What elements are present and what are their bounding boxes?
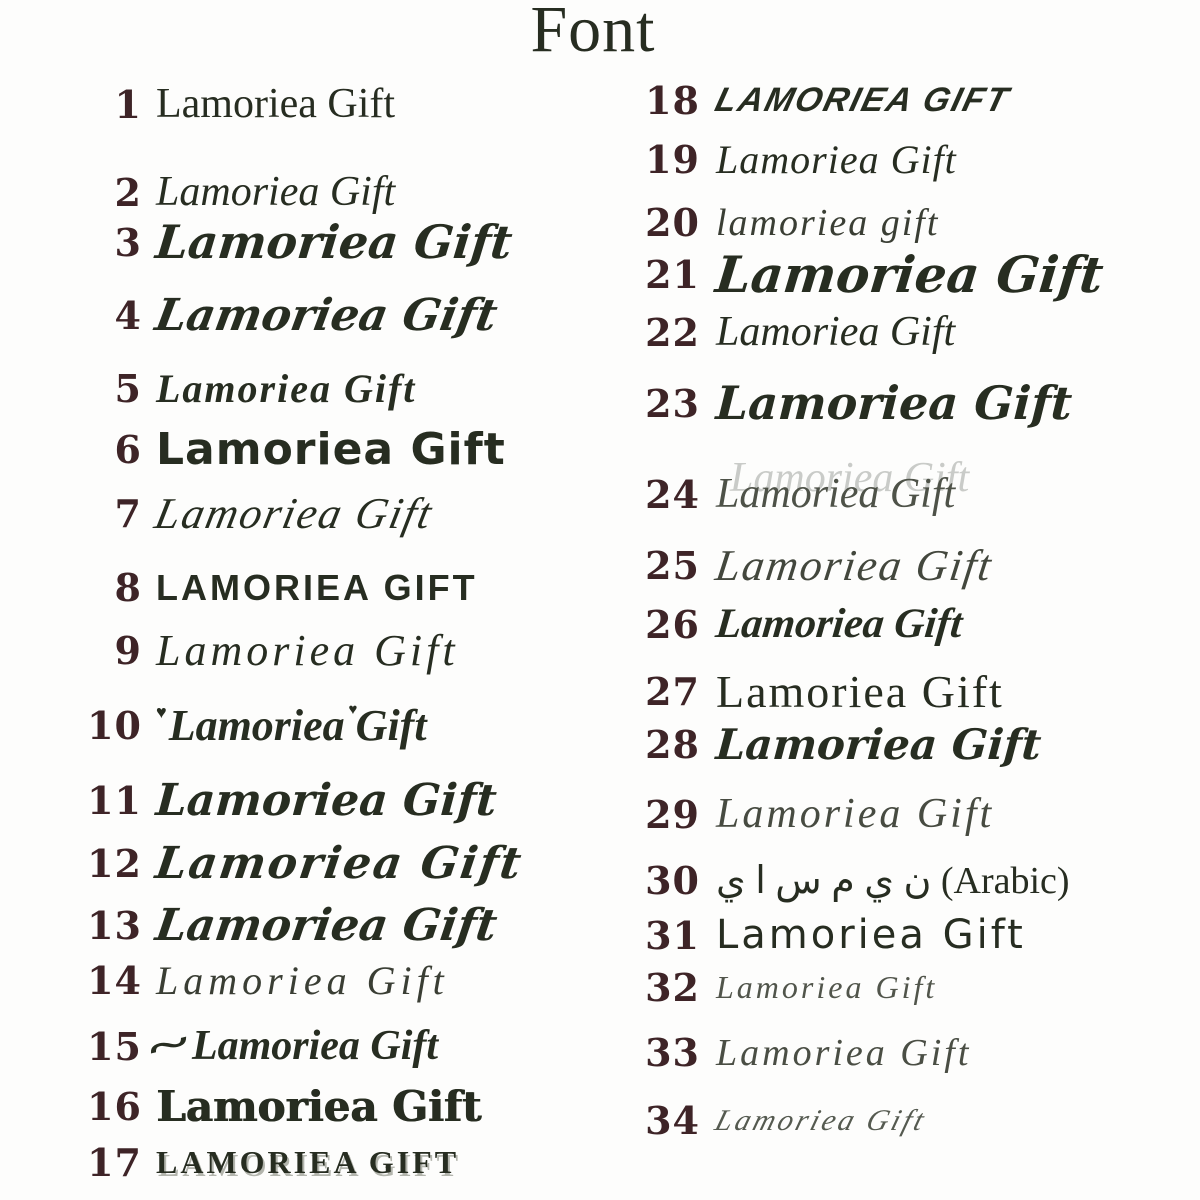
font-sample-number: 34 <box>645 1098 700 1143</box>
font-sample-text: Lamoriea Gift <box>156 424 506 475</box>
font-sample-text: LAMORIEA GIFT <box>711 81 1014 119</box>
font-sample-number: 22 <box>645 309 700 355</box>
font-sample-number: 18 <box>645 78 700 123</box>
font-sample-number: 26 <box>645 601 700 647</box>
font-sample-row <box>78 168 395 216</box>
font-sample-text: Lamoriea Gift <box>156 1082 482 1131</box>
font-sample-row <box>78 80 395 128</box>
font-sample-number: 14 <box>87 958 142 1003</box>
font-sample-text: Lamoriea Gift <box>716 1031 972 1074</box>
font-sample-number: 8 <box>114 565 142 610</box>
font-sample-number: 29 <box>645 791 700 837</box>
font-sample-text: Lamoriea Gift <box>711 1103 931 1137</box>
font-sample-row <box>78 957 449 1004</box>
font-sample-row <box>78 215 515 269</box>
font-sample-row <box>634 376 1072 430</box>
font-sample-number: 31 <box>645 912 700 958</box>
font-sample-row <box>78 365 416 412</box>
font-sample-text-arabic: ن ي م س ا ي (Arabic) <box>716 860 1070 902</box>
font-sample-text: Lamoriea Gift <box>152 900 501 951</box>
font-sample-row <box>634 1030 971 1075</box>
font-sample-row <box>78 625 459 676</box>
font-sample-row <box>634 470 955 518</box>
font-sample-row <box>634 245 1107 304</box>
font-sample-number: 12 <box>87 841 142 886</box>
font-sample-number: 5 <box>114 366 142 411</box>
font-sample-number: 19 <box>645 137 700 182</box>
font-sample-row <box>634 1098 931 1143</box>
font-sample-text: Lamoriea Gift <box>152 838 527 889</box>
font-sample-text: Lamoriea Gift <box>156 958 449 1003</box>
font-sample-text: Lamoriea Gift <box>151 290 502 341</box>
font-sample-text: lamoriea gift <box>716 201 940 244</box>
font-sample-row <box>634 965 937 1010</box>
font-sample-number: 24 <box>645 471 700 517</box>
font-sample-text: ♥ Lamoriea Gift ♥ <box>156 700 357 751</box>
font-sample-text: Lamoriea Gift <box>156 366 417 411</box>
font-sample-text: Lamoriea Gift <box>716 666 1004 717</box>
font-sample-row <box>78 700 427 751</box>
font-sample-text: Lamoriea Gift <box>712 245 1107 304</box>
font-sample-row <box>78 775 497 826</box>
font-sample-number: 9 <box>114 628 142 673</box>
font-sample-number: 23 <box>645 380 700 426</box>
font-sample-row <box>634 308 955 356</box>
font-sample-row <box>78 900 501 951</box>
font-sample-number: 15 <box>87 1023 142 1069</box>
font-sample-text: LAMORIEA GIFT <box>156 1144 460 1180</box>
font-sample-text: Lamoriea Gift <box>153 215 515 269</box>
font-sample-text: Lamoriea Gift <box>156 169 396 215</box>
font-sample-row <box>78 424 506 475</box>
font-sample-text: ~ Lamoriea Gift <box>156 1022 438 1070</box>
font-sample-text: Lamoriea Gift <box>713 601 965 647</box>
font-sample-row <box>634 665 1004 718</box>
font-sample-number: 10 <box>87 703 142 748</box>
font-sample-row <box>78 565 478 610</box>
font-sample-text: Lamoriea Gift <box>714 376 1074 430</box>
font-sample-row <box>634 858 1070 903</box>
font-sample-text: Lamoriea Gift <box>156 626 459 675</box>
font-sample-text: Lamoriea Gift <box>154 775 499 826</box>
font-sample-row <box>634 790 994 838</box>
font-sample-text: Lamoriea Gift <box>150 489 438 538</box>
font-sample-text: LAMORIEA GIFT <box>156 566 478 608</box>
font-sample-text: Lamoriea Gift <box>716 791 995 837</box>
font-sample-number: 7 <box>114 491 142 536</box>
font-sample-row <box>634 912 1026 958</box>
font-sample-number: 6 <box>114 427 142 472</box>
font-sample-text: Lamoriea Gift <box>716 309 956 355</box>
font-sample-text: Lamoriea Gift <box>716 137 957 182</box>
font-sample-row <box>78 1082 481 1131</box>
font-sample-number: 33 <box>645 1030 700 1075</box>
font-sample-number: 28 <box>645 722 700 767</box>
font-sample-row <box>634 200 939 245</box>
font-sample-number: 20 <box>645 200 700 245</box>
font-sample-number: 3 <box>114 219 142 265</box>
font-sample-number: 30 <box>645 858 700 903</box>
font-sample-text: Lamoriea Gift <box>716 471 956 517</box>
font-sample-number: 16 <box>87 1084 142 1129</box>
font-sample-number: 4 <box>114 293 142 338</box>
font-sample-row <box>78 1022 438 1070</box>
font-sample-number: 27 <box>645 669 700 714</box>
font-sample-row <box>634 540 997 591</box>
font-sample-number: 32 <box>645 965 700 1010</box>
font-sample-text: Lamoriea Gift <box>716 912 1026 958</box>
font-sample-row <box>78 1140 459 1185</box>
font-sample-number: 2 <box>114 169 142 215</box>
font-sample-text: Lamoriea Gift <box>714 720 1043 769</box>
font-sample-row <box>78 488 438 539</box>
font-sample-row <box>78 838 527 889</box>
font-sample-number: 13 <box>87 903 142 948</box>
font-sample-text: Lamoriea Gift <box>716 969 938 1005</box>
font-sample-row <box>634 136 957 183</box>
font-sample-number: 11 <box>87 778 142 823</box>
font-sample-number: 1 <box>114 81 142 127</box>
font-sample-number: 21 <box>645 252 700 297</box>
font-sample-row <box>634 78 1014 123</box>
font-sample-row <box>78 290 502 341</box>
page-title: Font <box>530 0 656 66</box>
font-sample-number: 25 <box>645 543 700 588</box>
font-sample-row <box>634 720 1041 769</box>
font-sample-text: Lamoriea Gift <box>712 541 997 590</box>
font-sample-text: Lamoriea Gift <box>156 81 396 127</box>
font-sample-row <box>634 600 965 648</box>
font-sample-number: 17 <box>87 1140 142 1185</box>
